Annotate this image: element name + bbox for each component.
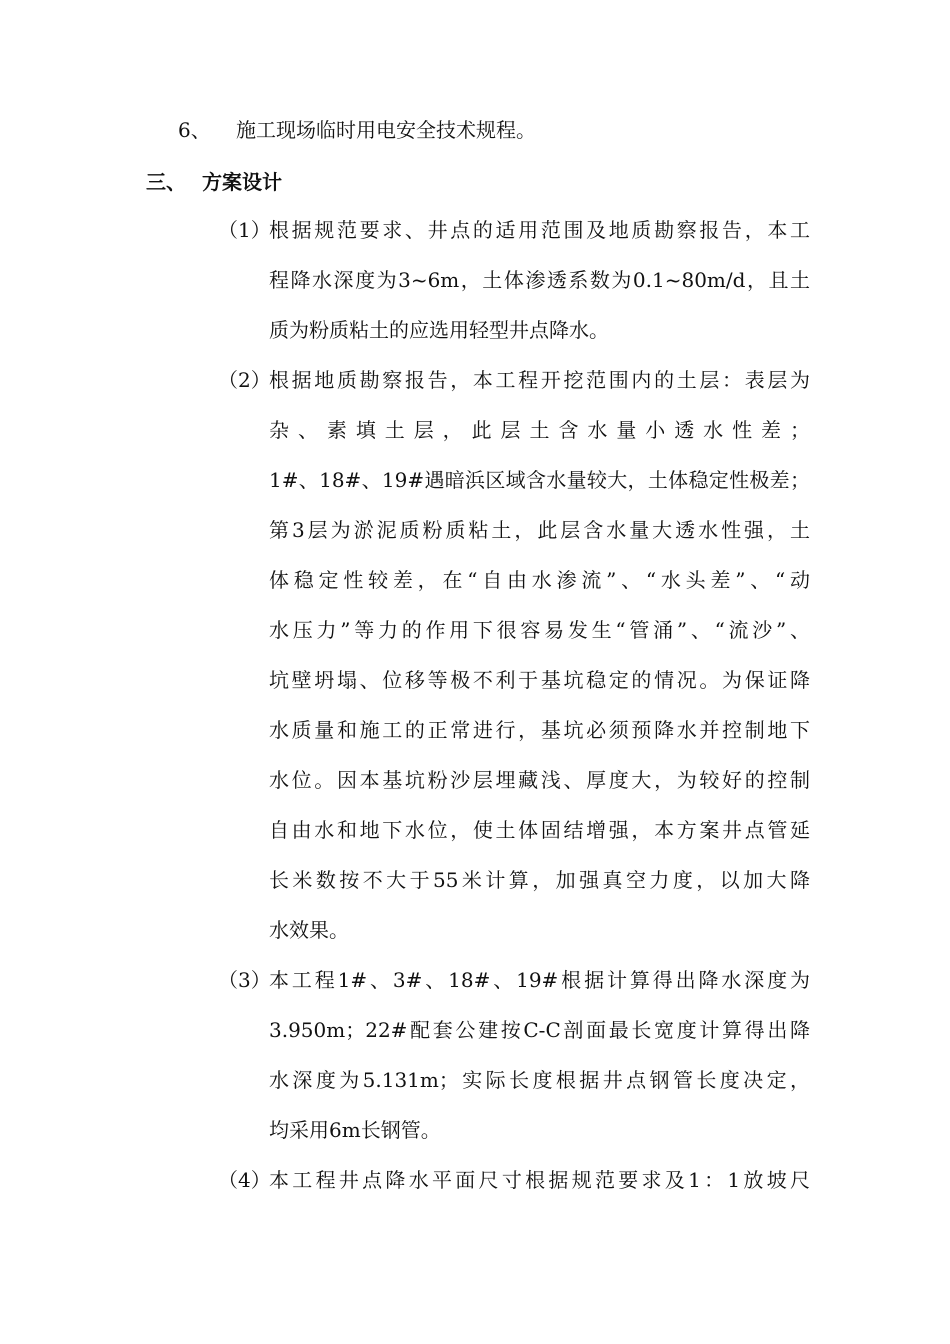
para-1-line-2: 程降水深度为3~6m，土体渗透系数为0.1~80m/d，且土 [269, 268, 810, 292]
para-2-line-4: 第3层为淤泥质粉质粘土，此层含水量大透水性强，土 [269, 518, 810, 542]
para-2-line-12: 水效果。 [269, 918, 349, 942]
para-2-line-8: 水质量和施工的正常进行，基坑必须预降水并控制地下 [269, 718, 810, 742]
section-title: 方案设计 [202, 170, 282, 194]
para-2-line-2: 杂、素填土层，此层土含水量小透水性差； [269, 418, 810, 442]
para-1-line-1: 根据规范要求、井点的适用范围及地质勘察报告，本工 [269, 218, 810, 242]
para-2-line-6: 水压力”等力的作用下很容易发生“管涌”、“流沙”、 [269, 618, 810, 642]
para-1-marker: （1） [218, 218, 271, 242]
para-2-line-1: 根据地质勘察报告，本工程开挖范围内的土层：表层为 [269, 368, 810, 392]
list-item-6-text: 施工现场临时用电安全技术规程。 [236, 118, 536, 142]
para-2-line-7: 坑壁坍塌、位移等极不利于基坑稳定的情况。为保证降 [269, 668, 810, 692]
para-2-line-9: 水位。因本基坑粉沙层埋藏浅、厚度大，为较好的控制 [269, 768, 810, 792]
para-3-marker: （3） [218, 968, 271, 992]
para-4-marker: （4） [218, 1168, 271, 1192]
list-number-6: 6、 [178, 118, 211, 142]
para-2-line-10: 自由水和地下水位，使土体固结增强，本方案井点管延 [269, 818, 810, 842]
para-3-line-3: 水深度为5.131m；实际长度根据井点钢管长度决定， [269, 1068, 810, 1092]
para-2-line-11: 长米数按不大于55米计算，加强真空力度，以加大降 [269, 868, 810, 892]
para-2-line-5: 体稳定性较差，在“自由水渗流”、“水头差”、“动 [269, 568, 810, 592]
para-3-line-1: 本工程1#、3#、18#、19#根据计算得出降水深度为 [269, 968, 810, 992]
para-3-line-2: 3.950m；22#配套公建按C-C剖面最长宽度计算得出降 [269, 1018, 810, 1042]
section-number: 三、 [146, 170, 186, 194]
para-4-line-1: 本工程井点降水平面尺寸根据规范要求及1：1放坡尺 [269, 1168, 810, 1192]
para-1-line-3: 质为粉质粘土的应选用轻型井点降水。 [269, 318, 609, 342]
para-2-line-3: 1#、18#、19#遇暗浜区域含水量较大，土体稳定性极差； [269, 468, 810, 492]
para-3-line-4: 均采用6m长钢管。 [269, 1118, 441, 1142]
para-2-marker: （2） [218, 368, 271, 392]
